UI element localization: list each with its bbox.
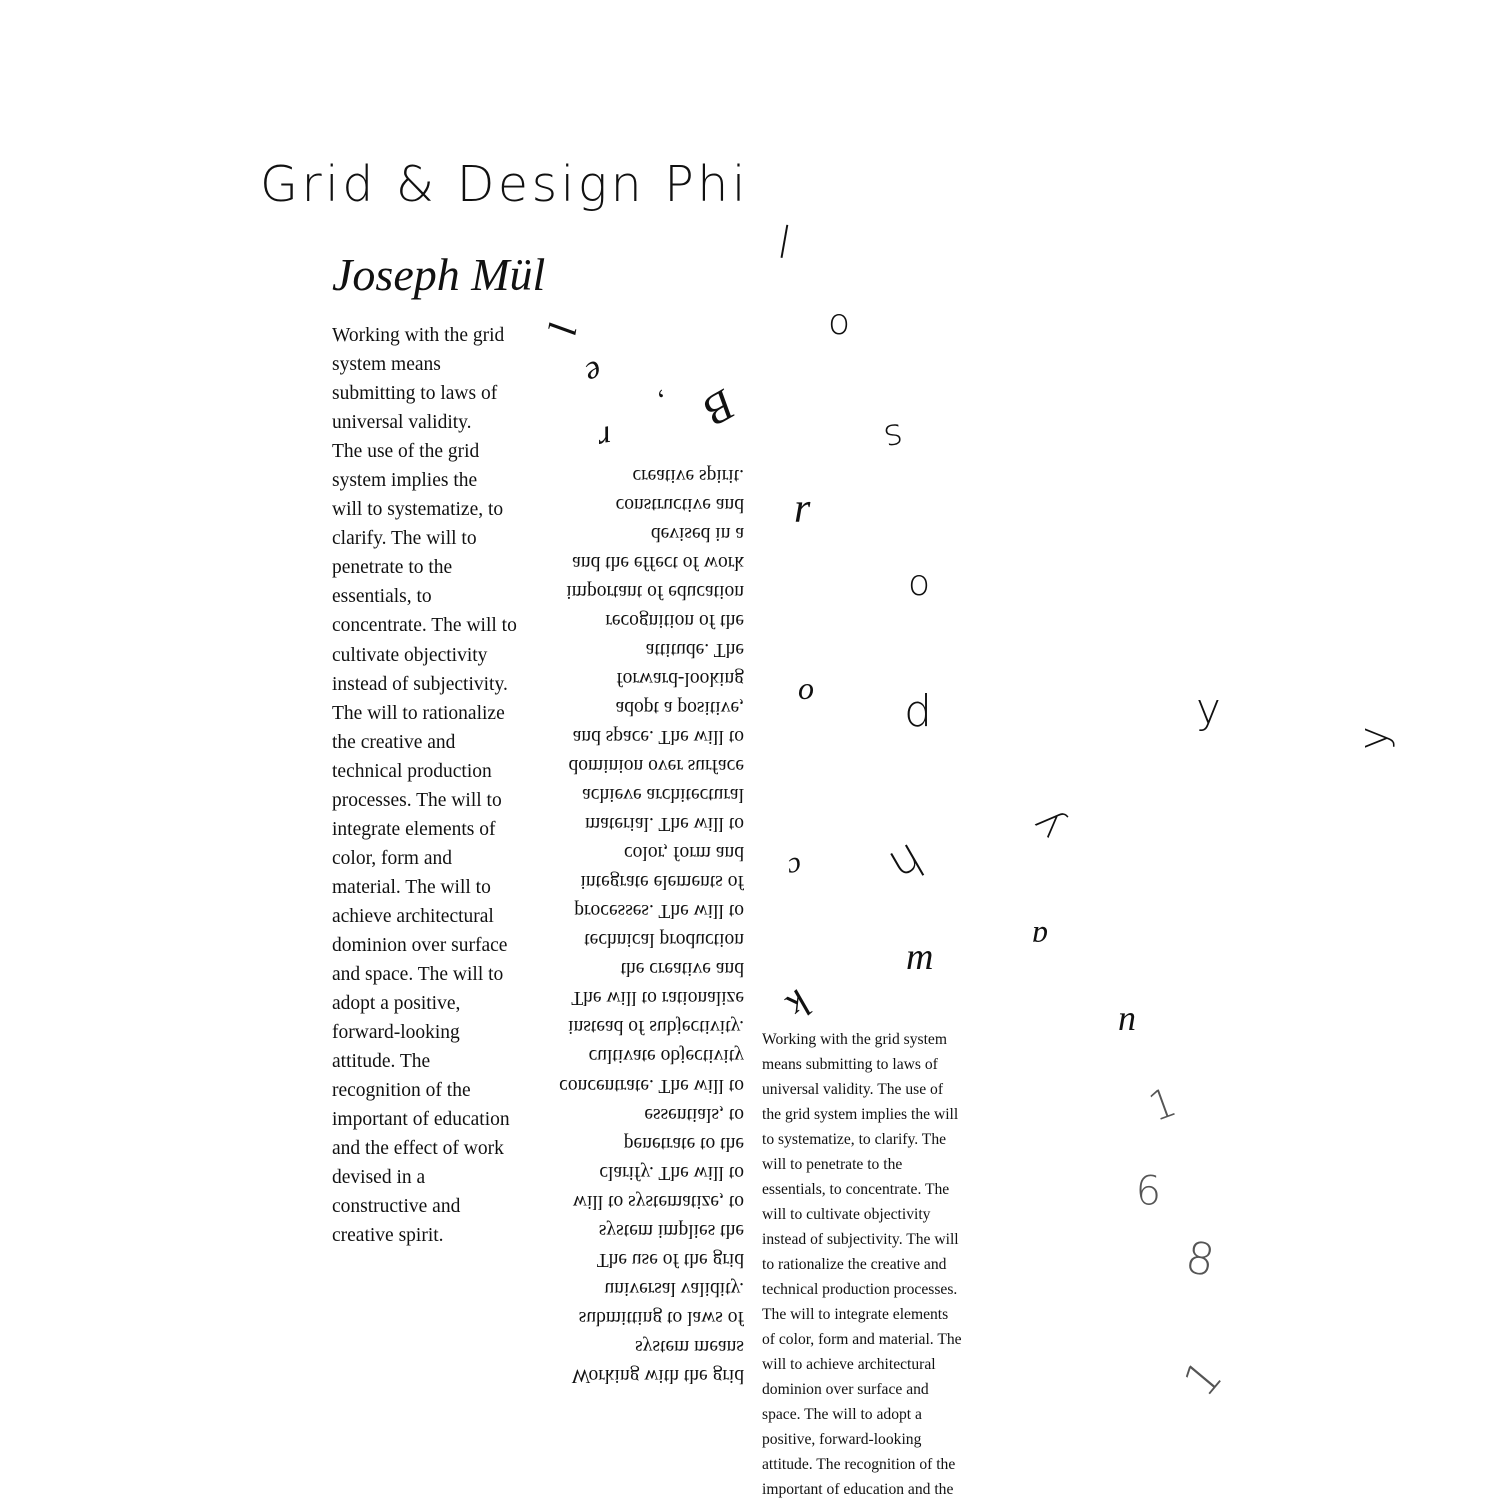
text-line: The use of the grid	[332, 441, 480, 463]
scattered-letter: o	[798, 670, 814, 706]
author-name: Joseph Mül	[332, 249, 546, 300]
text-line: technical production processes.	[762, 1281, 958, 1298]
text-line: means submitting to laws of	[762, 1056, 938, 1073]
scattered-letter: m	[906, 936, 934, 978]
text-line: the creative and	[620, 958, 744, 980]
text-line: technical production	[332, 760, 492, 782]
text-line: adopt a positive,	[332, 993, 461, 1015]
text-line: essentials, to concentrate. The	[762, 1181, 950, 1198]
text-line: color, form and	[624, 842, 744, 864]
text-line: devised in a	[332, 1167, 426, 1189]
text-line: Working with the grid	[571, 1365, 744, 1386]
page-title: Grid & Design Phi	[260, 156, 749, 213]
text-line: system implies the	[598, 1219, 744, 1241]
text-line: penetrate to the	[623, 1132, 744, 1154]
text-line: integrate elements of	[580, 871, 744, 893]
scattered-letter: r	[594, 418, 615, 457]
text-line: forward-looking	[332, 1022, 460, 1044]
text-line: important of education and the	[762, 1481, 954, 1498]
text-line: essentials, to	[332, 586, 432, 608]
scattered-letter: 1	[1172, 1349, 1233, 1407]
text-line: Working with the grid system	[762, 1031, 947, 1048]
text-line: universal validity.	[604, 1277, 744, 1299]
text-line: clarify. The will to	[599, 1161, 744, 1183]
text-line: Working with the grid	[332, 325, 505, 346]
text-line: and space. The will to	[332, 964, 504, 986]
text-line: attitude. The	[332, 1051, 431, 1073]
scattered-letter: n	[1118, 998, 1136, 1038]
text-line: important of education	[332, 1109, 510, 1131]
text-line: achieve architectural	[332, 905, 494, 927]
text-line: instead of subjectivity. The will	[762, 1231, 959, 1248]
text-line: constructive and	[615, 493, 744, 515]
scattered-letter: l	[773, 217, 795, 270]
text-line: The use of the grid	[596, 1248, 744, 1270]
scattered-letter: ,	[655, 386, 673, 419]
body-text-mirrored	[522, 455, 744, 1390]
text-line: technical production	[584, 929, 744, 951]
scattered-letter: k	[777, 981, 821, 1028]
text-line: important of education	[566, 580, 744, 602]
text-line: to systematize, to clarify. The	[762, 1131, 947, 1148]
scattered-letter: 1	[1142, 1079, 1183, 1131]
text-line: and the effect of work	[572, 551, 744, 573]
text-line: cultivate objectivity	[588, 1045, 744, 1067]
text-line: concentrate. The will to	[332, 615, 517, 637]
text-line: clarify. The will to	[332, 528, 477, 550]
text-line: integrate elements of	[332, 818, 496, 840]
scattered-letter: e	[580, 352, 608, 393]
text-line: The will to rationalize	[571, 987, 744, 1009]
scattered-letter: y	[1350, 726, 1397, 750]
text-line: creative spirit.	[632, 464, 744, 486]
text-line: The will to integrate elements	[762, 1306, 949, 1323]
text-line: to rationalize the creative and	[762, 1256, 947, 1273]
scattered-letter: c	[785, 850, 805, 885]
text-line: submitting to laws of	[332, 383, 498, 405]
scattered-letter: o	[908, 563, 931, 604]
text-line: will to penetrate to the	[762, 1156, 903, 1173]
text-line: achieve architectural	[582, 784, 744, 806]
text-line: cultivate objectivity	[332, 644, 488, 666]
scattered-letter: 8	[1181, 1231, 1219, 1288]
text-line: dominion over surface	[568, 755, 744, 777]
body-text-left	[332, 321, 554, 1251]
text-line: material. The will to	[332, 876, 491, 898]
text-line: of color, form and material. The	[762, 1331, 962, 1348]
text-line: material. The will to	[585, 813, 744, 835]
text-line: attitude. The	[645, 638, 744, 660]
scattered-letter: B	[695, 379, 744, 436]
text-line: color, form and	[332, 847, 452, 869]
text-line: The will to rationalize	[332, 702, 505, 724]
text-line: essentials, to	[644, 1103, 744, 1125]
scattered-letter: s	[880, 414, 907, 459]
text-line: universal validity. The use of	[762, 1081, 944, 1098]
text-line: concentrate. The will to	[559, 1074, 744, 1096]
scattered-letter: r	[794, 486, 811, 532]
text-line: the creative and	[332, 731, 456, 753]
text-line: instead of subjectivity.	[332, 673, 508, 695]
text-line: adopt a positive,	[615, 696, 744, 718]
scattered-letter: o	[828, 302, 851, 343]
scattered-letter: l	[538, 318, 586, 338]
scattered-letter: h	[880, 832, 933, 894]
text-line: penetrate to the	[332, 557, 453, 579]
text-line: system implies the	[332, 470, 478, 492]
text-line: universal validity.	[332, 412, 472, 434]
body-text-right	[762, 1027, 994, 1502]
text-line: will to cultivate objectivity	[762, 1206, 931, 1223]
scattered-letter: y	[1023, 800, 1073, 850]
text-line: recognition of the	[605, 609, 744, 631]
text-line: recognition of the	[332, 1080, 471, 1102]
text-line: processes. The will to	[574, 900, 744, 922]
text-line: dominion over surface	[332, 934, 508, 956]
text-line: system means	[332, 354, 441, 376]
text-line: the grid system implies the will	[762, 1106, 959, 1123]
text-line: space. The will to adopt a	[762, 1406, 922, 1423]
text-line: forward-looking	[616, 667, 744, 689]
scattered-letter: y	[1196, 684, 1221, 733]
text-line: instead of subjectivity.	[568, 1016, 744, 1038]
text-line: system means	[635, 1335, 744, 1357]
text-line: creative spirit.	[332, 1225, 444, 1247]
text-line: positive, forward-looking	[762, 1431, 922, 1448]
text-line: will to achieve architectural	[762, 1356, 936, 1373]
text-line: devised in a	[650, 522, 744, 544]
text-line: processes. The will to	[332, 789, 502, 811]
text-line: and the effect of work	[332, 1138, 504, 1160]
text-line: constructive and	[332, 1196, 461, 1218]
text-line: and space. The will to	[572, 725, 744, 747]
text-line: dominion over surface and	[762, 1381, 929, 1398]
text-line: will to systematize, to	[572, 1190, 744, 1212]
scattered-letter: p	[904, 691, 932, 742]
text-line: attitude. The recognition of the	[762, 1456, 956, 1473]
scattered-letter: a	[1032, 920, 1048, 956]
text-line: will to systematize, to	[332, 499, 504, 521]
scattered-letter: 9	[1136, 1165, 1162, 1211]
text-line: submitting to laws of	[578, 1306, 744, 1328]
